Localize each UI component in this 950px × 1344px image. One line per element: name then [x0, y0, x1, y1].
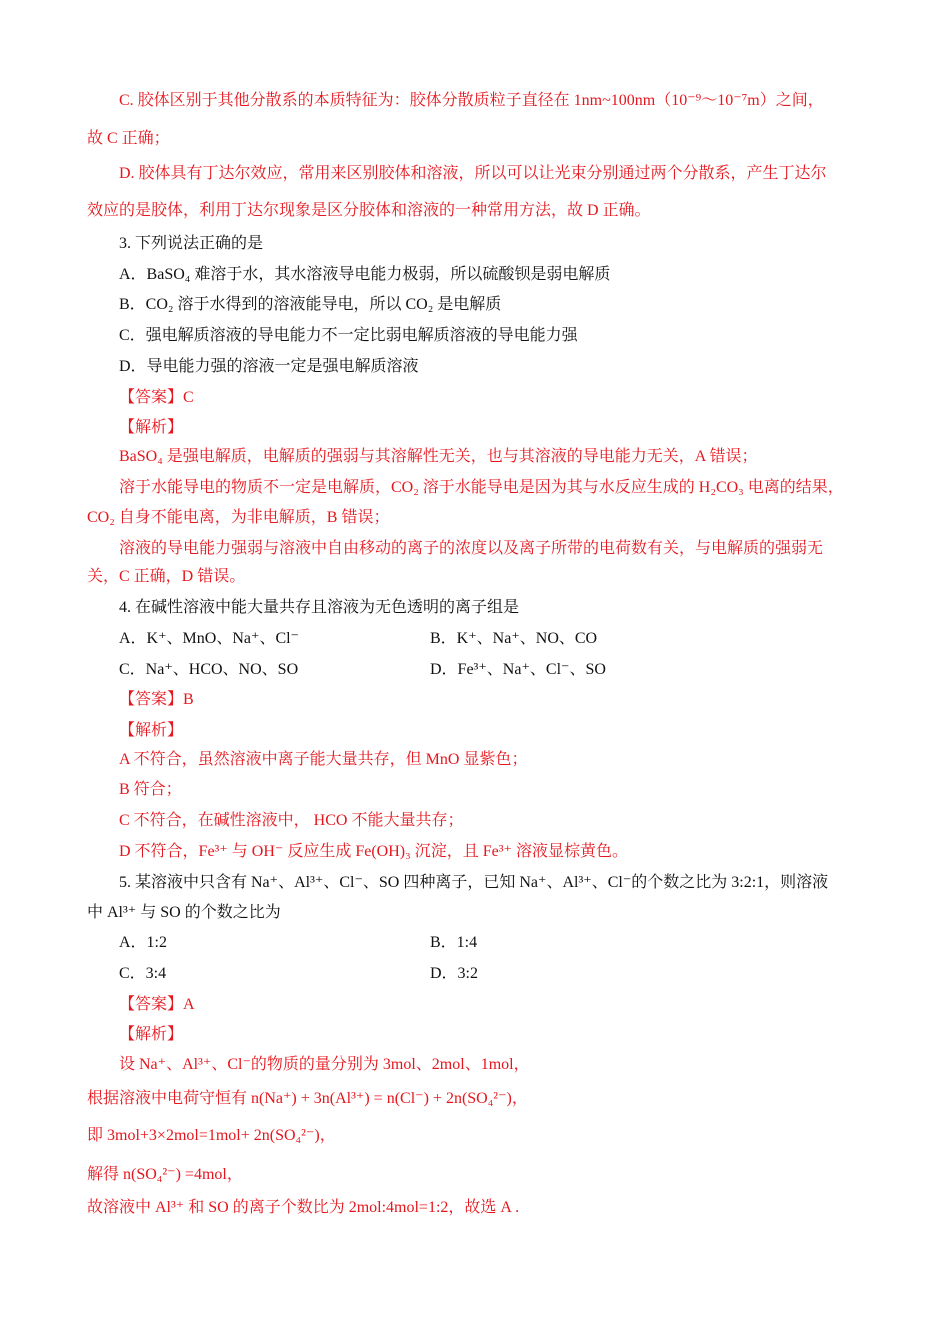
answer-text-line: 【解析】	[119, 1026, 184, 1043]
answer-text-line: C 不符合，在碱性溶液中， HCO 不能大量共存；	[119, 812, 464, 829]
answer-text-line: 溶于水能导电的物质不一定是电解质，CO₂ 溶于水能导电是因为其与水反应生成的 H₂CO₃ 电离的结果，	[119, 479, 844, 496]
question-text-line: 中 Al³⁺ 与 SO 的个数之比为	[87, 904, 281, 921]
question-text-line: D．导电能力强的溶液一定是强电解质溶液	[119, 358, 419, 375]
answer-text-line: C. 胶体区别于其他分散系的本质特征为：胶体分散质粒子直径在 1nm~100nm（10⁻⁹～10⁻⁷m）之间，	[119, 92, 824, 109]
question-text-line: D．3:2	[430, 965, 479, 982]
answer-text-line: D. 胶体具有丁达尔效应，常用来区别胶体和溶液，所以可以让光束分别通过两个分散系，产生丁达尔	[119, 165, 827, 182]
answer-text-line: A 不符合，虽然溶液中离子能大量共存，但 MnO 显紫色；	[119, 751, 528, 768]
question-text-line: B．CO₂ 溶于水得到的溶液能导电，所以 CO₂ 是电解质	[119, 296, 502, 313]
answer-text-line: 关，C 正确，D 错误。	[87, 568, 246, 585]
question-text-line: A．1:2	[119, 934, 168, 951]
answer-text-line: 故 C 正确；	[87, 130, 170, 147]
answer-text-line: CO₂ 自身不能电离，为非电解质，B 错误；	[87, 509, 390, 526]
answer-text-line: 根据溶液中电荷守恒有 n(Na⁺) + 3n(Al³⁺) = n(Cl⁻) + 2n(SO₄²⁻)，	[87, 1090, 528, 1107]
question-text-line: C．Na⁺、HCO、NO、SO	[119, 661, 299, 678]
question-text-line: D．Fe³⁺、Na⁺、Cl⁻、SO	[430, 661, 606, 678]
question-text-line: 3. 下列说法正确的是	[119, 235, 264, 252]
answer-text-line: 解得 n(SO₄²⁻) =4mol，	[87, 1166, 243, 1183]
answer-text-line: 【解析】	[119, 722, 184, 739]
answer-text-line: BaSO₄ 是强电解质，电解质的强弱与其溶解性无关，也与其溶液的导电能力无关，A 错误；	[119, 448, 758, 465]
question-text-line: A．K⁺、MnO、Na⁺、Cl⁻	[119, 630, 300, 647]
answer-text-line: 【答案】A	[119, 996, 195, 1013]
answer-text-line: 【答案】B	[119, 691, 194, 708]
answer-text-line: 【答案】C	[119, 389, 194, 406]
answer-text-line: 设 Na⁺、Al³⁺、Cl⁻的物质的量分别为 3mol、2mol、1mol，	[119, 1056, 530, 1073]
question-text-line: B．1:4	[430, 934, 478, 951]
answer-text-line: 效应的是胶体，利用丁达尔现象是区分胶体和溶液的一种常用方法，故 D 正确。	[87, 202, 651, 219]
question-text-line: A．BaSO₄ 难溶于水，其水溶液导电能力极弱，所以硫酸钡是弱电解质	[119, 266, 611, 283]
answer-text-line: B 符合；	[119, 781, 182, 798]
answer-text-line: D 不符合，Fe³⁺ 与 OH⁻ 反应生成 Fe(OH)₃ 沉淀，且 Fe³⁺ 溶液显棕黄色。	[119, 843, 628, 860]
question-text-line: B．K⁺、Na⁺、NO、CO	[430, 630, 598, 647]
answer-text-line: 故溶液中 Al³⁺ 和 SO 的离子个数比为 2mol:4mol=1:2，故选 A .	[87, 1199, 520, 1216]
question-text-line: 4. 在碱性溶液中能大量共存且溶液为无色透明的离子组是	[119, 599, 520, 616]
answer-text-line: 【解析】	[119, 419, 184, 436]
answer-text-line: 溶液的导电能力强弱与溶液中自由移动的离子的浓度以及离子所带的电荷数有关，与电解质的强弱无	[119, 540, 824, 557]
question-text-line: C．强电解质溶液的导电能力不一定比弱电解质溶液的导电能力强	[119, 327, 578, 344]
question-text-line: C．3:4	[119, 965, 167, 982]
question-text-line: 5. 某溶液中只含有 Na⁺、Al³⁺、Cl⁻、SO 四种离子，已知 Na⁺、Al³⁺、Cl⁻的个数之比为 3:2:1，则溶液	[119, 874, 829, 891]
answer-text-line: 即 3mol+3×2mol=1mol+ 2n(SO₄²⁻)，	[87, 1127, 336, 1144]
